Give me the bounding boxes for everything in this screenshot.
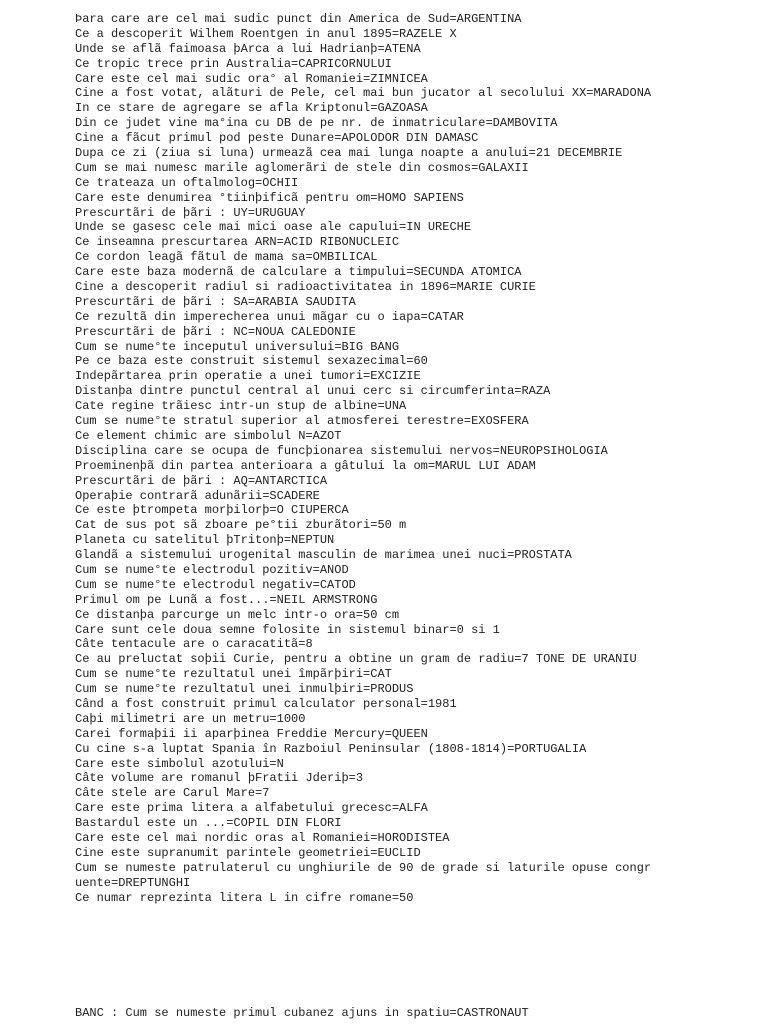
quiz-line: Cine a descoperit radiul si radioactivitatea in 1896=MARIE CURIE: [75, 280, 536, 295]
quiz-line: Care sunt cele doua semne folosite in sistemul binar=0 si 1: [75, 622, 500, 637]
quiz-line: Când a fost construit primul calculator personal=1981: [75, 696, 457, 711]
quiz-line: Cine este supranumit parintele geometriei=EUCLID: [75, 845, 421, 860]
quiz-line: Operaþie contrarã adunãrii=SCADERE: [75, 488, 320, 503]
quiz-line: Planeta cu satelitul þTritonþ=NEPTUN: [75, 533, 335, 548]
quiz-line: Care este prima litera a alfabetului grecesc=ALFA: [75, 801, 428, 816]
quiz-line: Care este cel mai nordic oras al Romaniei=HORODISTEA: [75, 830, 450, 845]
quiz-line: Caþi milimetri are un metru=1000: [75, 711, 306, 726]
quiz-line: Cu cine s-a luptat Spania în Razboiul Peninsular (1808-1814)=PORTUGALIA: [75, 741, 587, 756]
quiz-line: Ce au preluctat soþii Curie, pentru a obtine un gram de radiu=7 TONE DE URANIU: [75, 652, 637, 667]
quiz-line: Cate regine trãiesc intr-un stup de albine=UNA: [75, 399, 407, 414]
quiz-line: Þara care are cel mai sudic punct din America de Sud=ARGENTINA: [75, 12, 522, 26]
quiz-line: Prescurtãri de þãri : UY=URUGUAY: [75, 205, 306, 220]
quiz-line: uente=DREPTUNGHI: [75, 875, 191, 890]
quiz-line: Ce tropic trece prin Australia=CAPRICORNULUI: [75, 56, 392, 71]
quiz-line: Prescurtãri de þãri : NC=NOUA CALEDONIE: [75, 324, 356, 339]
quiz-line: Distanþa dintre punctul central al unui cerc si circumferinta=RAZA: [75, 384, 551, 399]
quiz-line: Ce a descoperit Wilhem Roentgen in anul 1895=RAZELE X: [75, 26, 457, 41]
quiz-line: Câte tentacule are o caracatitã=8: [75, 637, 313, 652]
quiz-lines: [75, 12, 755, 905]
quiz-line: Glandã a sistemului urogenital masculin de marimea unei nuci=PROSTATA: [75, 548, 572, 563]
quiz-line: Ce trateaza un oftalmolog=OCHII: [75, 175, 299, 190]
quiz-line: Unde se gasesc cele mai mici oase ale capului=IN URECHE: [75, 220, 472, 235]
quiz-line: Ce distanþa parcurge un melc intr-o ora=50 cm: [75, 607, 400, 622]
quiz-line: Cum se nume°te rezultatul unei împãrþiri=CAT: [75, 667, 392, 682]
quiz-line: Care este simbolul azotului=N: [75, 756, 284, 771]
quiz-line: Care este baza modernã de calculare a timpului=SECUNDA ATOMICA: [75, 265, 522, 280]
quiz-line: Care este cel mai sudic ora° al Romaniei=ZIMNICEA: [75, 71, 428, 86]
quiz-line: Unde se aflã faimoasa þArca a lui Hadrianþ=ATENA: [75, 41, 421, 56]
quiz-line: Carei formaþii ii aparþinea Freddie Mercury=QUEEN: [75, 726, 428, 741]
quiz-line: Cat de sus pot sã zboare pe°tii zburãtori=50 m: [75, 518, 407, 533]
quiz-line: Prescurtãri de þãri : SA=ARABIA SAUDITA: [75, 294, 356, 309]
quiz-line: Ce cordon leagã fãtul de mama sa=OMBILICAL: [75, 250, 378, 265]
quiz-line: Câte volume are romanul þFratii Jderiþ=3: [75, 771, 364, 786]
quiz-line: Ce este þtrompeta morþilorþ=O CIUPERCA: [75, 503, 349, 518]
quiz-line: Disciplina care se ocupa de funcþionarea sistemului nervos=NEUROPSIHOLOGIA: [75, 443, 608, 458]
quiz-line: In ce stare de agregare se afla Kriptonul=GAZOASA: [75, 101, 428, 116]
joke-line: BANC : Cum se numeste primul cubanez ajuns in spatiu=CASTRONAUT: [75, 1006, 529, 1020]
quiz-line: Ce rezultã din imperecherea unui mãgar cu o iapa=CATAR: [75, 309, 464, 324]
quiz-line: Cum se nume°te rezultatul unei inmulþiri=PRODUS: [75, 682, 414, 697]
quiz-line: Proeminenþã din partea anterioara a gâtului la om=MARUL LUI ADAM: [75, 458, 536, 473]
quiz-line: Dupa ce zi (ziua si luna) urmeazã cea mai lunga noapte a anului=21 DECEMBRIE: [75, 146, 623, 161]
quiz-line: Cum se nume°te stratul superior al atmosferei terestre=EXOSFERA: [75, 414, 529, 429]
quiz-line: Din ce judet vine ma°ina cu DB de pe nr. de inmatriculare=DAMBOVITA: [75, 116, 558, 131]
quiz-line: Cine a fãcut primul pod peste Dunare=APOLODOR DIN DAMASC: [75, 131, 479, 146]
quiz-line: Prescurtãri de þãri : AQ=ANTARCTICA: [75, 473, 328, 488]
quiz-line: Primul om pe Lunã a fost...=NEIL ARMSTRONG: [75, 592, 378, 607]
quiz-line: Care este denumirea °tiinþificã pentru om=HOMO SAPIENS: [75, 190, 464, 205]
quiz-line: Indepãrtarea prin operatie a unei tumori=EXCIZIE: [75, 369, 421, 384]
quiz-line: Cine a fost votat, alãturi de Pele, cel mai bun jucator al secolului XX=MARADONA: [75, 86, 652, 101]
quiz-line: Cum se mai numesc marile aglomerãri de stele din cosmos=GALAXII: [75, 160, 529, 175]
quiz-line: Cum se nume°te inceputul universului=BIG BANG: [75, 339, 400, 354]
quiz-line: Bastardul este un ...=COPIL DIN FLORI: [75, 816, 342, 831]
quiz-line: Pe ce baza este construit sistemul sexazecimal=60: [75, 354, 428, 369]
quiz-line: Câte stele are Carul Mare=7: [75, 786, 270, 801]
quiz-line: Cum se nume°te electrodul pozitiv=ANOD: [75, 562, 349, 577]
quiz-line: Ce element chimic are simbolul N=AZOT: [75, 428, 342, 443]
quiz-line: Cum se numeste patrulaterul cu unghiurile de 90 de grade si laturile opuse congr: [75, 860, 652, 875]
quiz-line: Ce numar reprezinta litera L in cifre romane=50: [75, 890, 414, 905]
quiz-line: Ce inseamna prescurtarea ARN=ACID RIBONUCLEIC: [75, 235, 400, 250]
quiz-line: Cum se nume°te electrodul negativ=CATOD: [75, 577, 356, 592]
